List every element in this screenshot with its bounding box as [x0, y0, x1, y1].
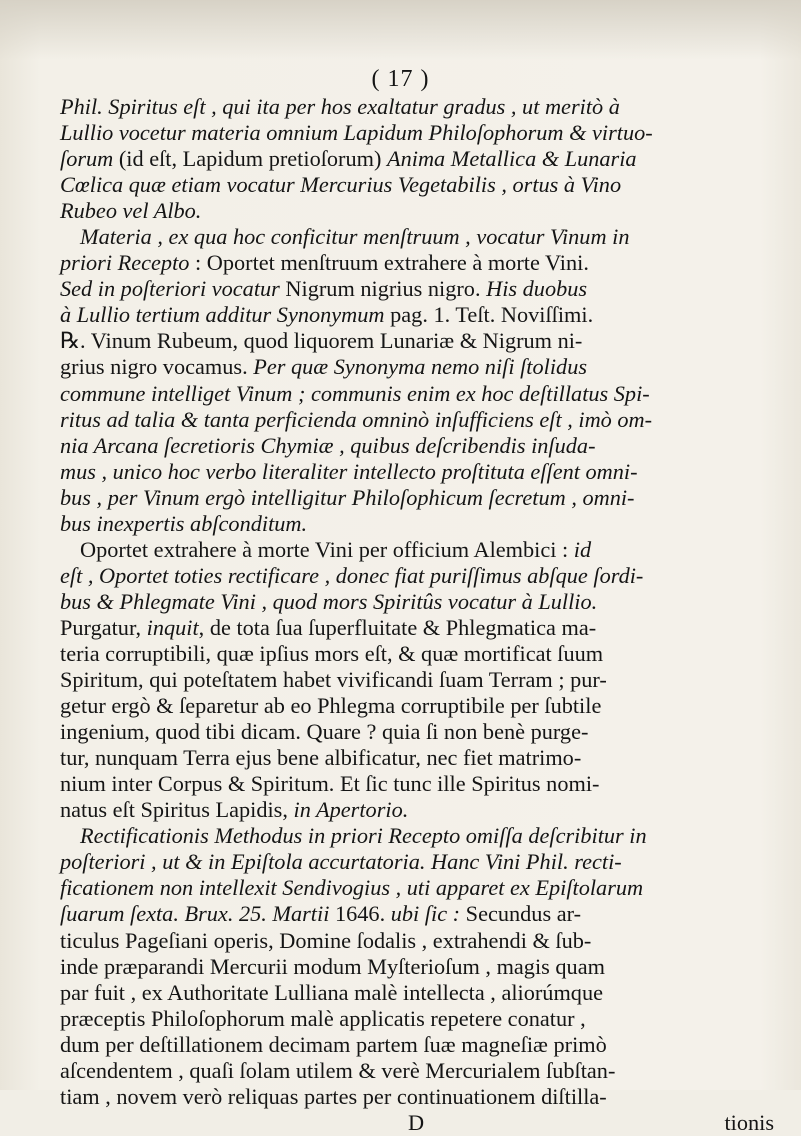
body-text [60, 94, 780, 1136]
roman-text: ingenium, quod tibi dicam. Quare ? quia ſi non benè purge- [60, 719, 589, 745]
roman-text: tur, nunquam Terra ejus bene albificatur, nec fiet matrimo- [60, 745, 582, 771]
page-footer [60, 1110, 780, 1136]
italic-text: Per quæ Synonyma nemo niſi ſtolidus [253, 354, 588, 380]
text-line [60, 849, 780, 875]
text-line [60, 94, 780, 120]
text-line [60, 928, 780, 954]
text-line [60, 354, 780, 380]
text-line [60, 1032, 780, 1058]
italic-text: bus inexpertis abſconditum. [60, 510, 308, 536]
roman-text: dum per deſtillationem decimam partem ſuæ magneſiæ primò [60, 1031, 607, 1057]
roman-text: getur ergò & ſeparetur ab eo Phlegma corruptibile per ſubtile [60, 693, 602, 719]
text-line [60, 693, 780, 719]
italic-text: nia Arcana ſecretioris Chymiæ , quibus deſcribendis inſuda- [60, 432, 596, 458]
italic-text: inquit [146, 614, 199, 640]
text-line [60, 537, 780, 563]
text-line [60, 771, 780, 797]
page-number: ( 17 ) [371, 66, 430, 92]
italic-text: bus & Phlegmate Vini , quod mors Spiritûs vocatur à Lullio. [60, 588, 598, 614]
roman-text: par fuit , ex Authoritate Lulliana malè intellecta , aliorúmque [60, 979, 603, 1005]
italic-text: Rubeo vel Albo. [60, 198, 202, 224]
text-line [60, 407, 780, 433]
roman-text: , de tota ſua ſuperfluitate & Phlegmatica ma- [198, 614, 597, 640]
roman-text: Spiritum, qui poteſtatem habet vivificandi ſuam Terram ; pur- [60, 667, 607, 693]
text-line [60, 1084, 780, 1110]
text-line [60, 433, 780, 459]
page-shadow [0, 0, 801, 60]
italic-text: Sed in poſteriori vocatur [60, 276, 280, 302]
text-line [60, 615, 780, 641]
text-line [60, 146, 780, 172]
text-line [60, 980, 780, 1006]
text-line [60, 224, 780, 250]
roman-text: Purgatur, [60, 614, 147, 640]
text-line [60, 797, 780, 823]
text-line [60, 485, 780, 511]
text-line [60, 719, 780, 745]
italic-text: eſt , Oportet toties rectificare , donec fiat puriſſimus abſque ſordi- [60, 562, 644, 588]
text-line [60, 1006, 780, 1032]
italic-text: bus , per Vinum ergò intelligitur Philoſophicum ſecretum , omni- [60, 484, 635, 510]
italic-text: poſteriori , ut & in Epiſtola accurtatoria. Hanc Vini Phil. recti- [60, 849, 622, 875]
signature-mark: D [408, 1109, 425, 1135]
italic-text: ubi ſic : [390, 901, 461, 927]
roman-text: grius nigro vocamus. [60, 354, 254, 380]
roman-text: Nigrum nigrius nigro. [279, 276, 487, 302]
italic-text: ritus ad talia & tanta perficienda omninò inſufficiens eſt , imò om- [60, 406, 653, 432]
text-line [60, 172, 780, 198]
text-line [60, 381, 780, 407]
italic-text: commune intelliget Vinum ; communis enim ex hoc deſtillatus Spi- [60, 380, 650, 406]
catchword: tionis [724, 1109, 774, 1135]
italic-text: id [573, 536, 592, 562]
roman-text: tiam , novem verò reliquas partes per continuationem diſtilla- [60, 1083, 607, 1109]
italic-text: in Apertorio. [293, 797, 409, 823]
roman-text: teria corruptibili, quæ ipſius mors eſt, & quæ mortificat ſuum [60, 640, 604, 666]
italic-text: à Lullio tertium additur Synonymum [60, 302, 385, 328]
roman-text: (id eſt, Lapidum pretioſorum) [113, 146, 387, 172]
text-line [60, 875, 780, 901]
text-line [60, 954, 780, 980]
italic-text: ſuarum ſexta. Brux. 25. Martii [60, 901, 330, 927]
italic-text: Materia , ex qua hoc conficitur menſtruum , vocatur Vinum in [80, 224, 630, 250]
text-line [60, 823, 780, 849]
text-line [60, 511, 780, 537]
text-line [60, 667, 780, 693]
text-line [60, 901, 780, 927]
italic-text: priori Recepto [60, 250, 190, 276]
italic-text: ficationem non intellexit Sendivogius , uti apparet ex Epiſtolarum [60, 875, 644, 901]
roman-text: pag. 1. Teſt. Noviſſimi. [384, 302, 594, 328]
italic-text: ſorum [60, 146, 114, 172]
roman-text: aſcendentem , quaſi ſolam utilem & verè Mercurialem ſubſtan- [60, 1057, 616, 1083]
text-line [60, 641, 780, 667]
roman-text: Secundus ar- [460, 901, 582, 927]
roman-text: 1646. [329, 901, 391, 927]
roman-text: ticulus Pageſiani operis, Domine ſodalis , extrahendi & ſub- [60, 927, 592, 953]
italic-text: His duobus [486, 276, 588, 302]
italic-text: Lullio vocetur materia omnium Lapidum Philoſophorum & virtuo- [60, 120, 653, 146]
text-line [60, 198, 780, 224]
text-line [60, 459, 780, 485]
text-line [60, 563, 780, 589]
text-line [60, 276, 780, 302]
roman-text: inde præparandi Mercurii modum Myſterioſum , magis quam [60, 953, 605, 979]
text-line [60, 250, 780, 276]
italic-text: Rectificationis Methodus in priori Recepto omiſſa deſcribitur in [80, 823, 647, 849]
text-line [60, 745, 780, 771]
italic-text: mus , unico hoc verbo literaliter intellecto proſtituta eſſent omni- [60, 458, 638, 484]
text-line [60, 1058, 780, 1084]
text-line [60, 328, 780, 354]
roman-text: : Oportet menſtruum extrahere à morte Vini. [189, 250, 589, 276]
roman-text: præceptis Philoſophorum malè applicatis repetere conatur , [60, 1005, 586, 1031]
roman-text: natus eſt Spiritus Lapidis, [60, 797, 294, 823]
italic-text: Cœlica quæ etiam vocatur Mercurius Vegetabilis , ortus à Vino [60, 172, 622, 198]
roman-text: Oportet extrahere à morte Vini per officium Alembici : [80, 536, 574, 562]
italic-text: Anima Metallica & Lunaria [386, 146, 637, 172]
roman-text: nium inter Corpus & Spiritum. Et ſic tunc ille Spiritus nomi- [60, 771, 600, 797]
text-line [60, 589, 780, 615]
text-line [60, 120, 780, 146]
roman-text: ℞. Vinum Rubeum, quod liquorem Lunariæ & Nigrum ni- [60, 328, 583, 354]
italic-text: Phil. Spiritus eſt , qui ita per hos exaltatur gradus , ut meritò à [60, 94, 620, 119]
text-line [60, 302, 780, 328]
